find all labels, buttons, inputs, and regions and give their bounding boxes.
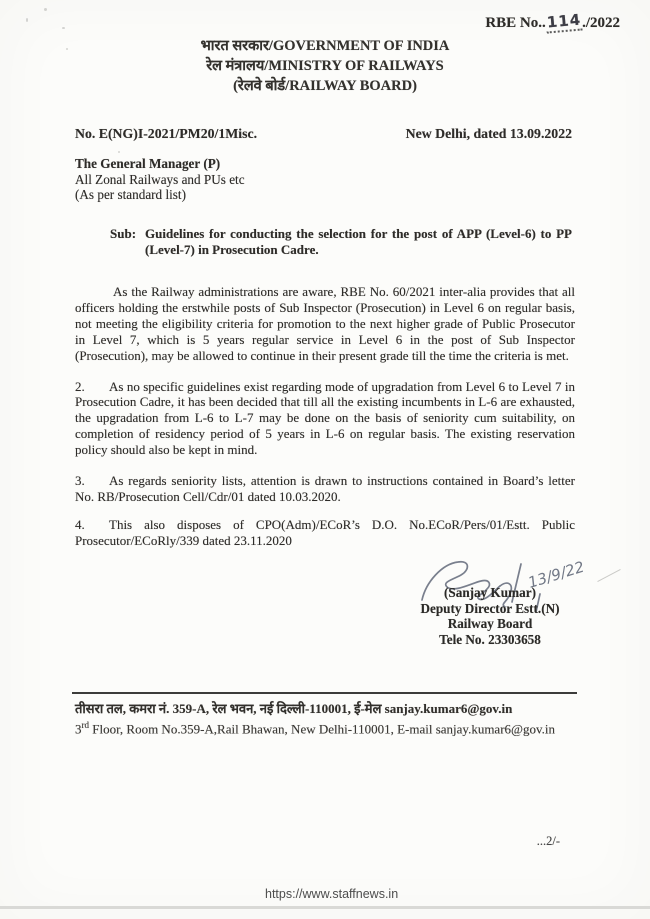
signatory-designation: Deputy Director Estt.(N) — [420, 600, 560, 616]
scan-smudge — [597, 569, 620, 582]
page-continuation-marker: ...2/- — [536, 834, 560, 848]
paragraph-4-text: This also disposes of CPO(Adm)/ECoR’s D.O. No.ECoR/Pers/01/Estt. Public Prosecutor/ECoRly/339 dated 23.11.2020 — [75, 516, 575, 548]
signatory-name: (Sanjay Kumar) — [444, 585, 536, 600]
subject-text: Guidelines for conducting the selection for the post of APP (Level-6) to PP (Level-7) in Prosecution Cadre. — [145, 226, 572, 257]
rbe-handwritten-number: 114 — [545, 10, 583, 33]
paragraph-3-number: 3. — [75, 473, 85, 489]
signature-date-script: 13/9/22 — [525, 557, 587, 592]
rbe-label: RBE No.. — [485, 15, 546, 31]
subject-label: Sub: — [110, 226, 137, 241]
letterhead-ministry-line: रेल मंत्रालय/MINISTRY OF RAILWAYS — [206, 58, 444, 74]
subject-block — [110, 226, 572, 258]
paragraph-2-text: As no specific guidelines exist regarding mode of upgradation from Level 6 to Level 7 in Prosecution Cadre, it has been decided that till all the existing incumbents in L-6 are exhausted, the upgradation from L-6 to L-7 may be done on the basis of seniority cum suitability, on completion of residency period of 5 years in L-6 on regular basis. The existing reservation policy should also be kept in mind. — [75, 378, 575, 458]
reference-row — [75, 126, 572, 142]
paragraph-2-number: 2. — [75, 378, 85, 394]
footer-address-english — [75, 720, 555, 737]
signatory-telephone: Tele No. 23303658 — [439, 631, 541, 647]
addressee-line2: All Zonal Railways and PUs etc — [75, 171, 245, 187]
paragraph-3-text: As regards seniority lists, attention is drawn to instructions contained in Board’s letter No. RB/Prosecution Cell/Cdr/01 dated 10.03.2020. — [75, 473, 575, 504]
footer-floor-number: 3 — [75, 721, 82, 737]
scan-noise — [44, 8, 47, 11]
signatory-organization: Railway Board — [447, 616, 533, 632]
footer-divider — [72, 692, 577, 694]
paragraph-2 — [75, 379, 575, 459]
footer-address-hindi: तीसरा तल, कमरा नं. 359-A, रेल भवन, नई दिल्ली-110001, ई-मेल sanjay.kumar6@gov.in — [75, 701, 513, 716]
paragraph-4 — [75, 517, 575, 549]
scan-noise — [26, 18, 28, 22]
paragraph-4-number: 4. — [75, 516, 85, 532]
letterhead-board-line: (रेलवे बोर्ड/RAILWAY BOARD) — [233, 78, 417, 94]
file-number: No. E(NG)I-2021/PM20/1Misc. — [75, 126, 258, 141]
footer-ordinal-suffix: rd — [81, 720, 89, 730]
rbe-number-line — [485, 10, 620, 33]
letterhead-government-line: भारत सरकार/GOVERNMENT OF INDIA — [200, 38, 450, 54]
footer-address-rest: Floor, Room No.359-A,Rail Bhawan, New Delhi-110001, E-mail sanjay.kumar6@gov.in — [89, 721, 556, 737]
addressee-block — [75, 156, 245, 203]
paragraph-3 — [75, 473, 575, 505]
letter-body — [75, 284, 575, 549]
signatory-block — [410, 585, 570, 647]
addressee-line3: (As per standard list) — [75, 187, 186, 203]
site-watermark: https://www.staffnews.in — [265, 887, 399, 901]
scan-noise — [118, 151, 120, 153]
letterhead — [0, 36, 650, 96]
place-and-date: New Delhi, dated 13.09.2022 — [405, 126, 572, 141]
scan-noise — [62, 27, 65, 29]
addressee-title: The General Manager (P) — [75, 156, 221, 171]
rbe-suffix: ./2022 — [582, 15, 620, 31]
bottom-scan-edge — [0, 906, 650, 909]
paragraph-1: As the Railway administrations are aware, RBE No. 60/2021 inter-alia provides that all officers holding the erstwhile posts of Sub Inspector (Prosecution) in Level 6 on regular basis, not meeting the eligibility criteria for promotion to the next higher grade of Public Prosecutor in Level 7, which is 5 years regular service in Level 6 in the post of Sub Inspector (Prosecution), may be allowed to continue in their present grade till the time the criteria is met. — [75, 284, 575, 363]
